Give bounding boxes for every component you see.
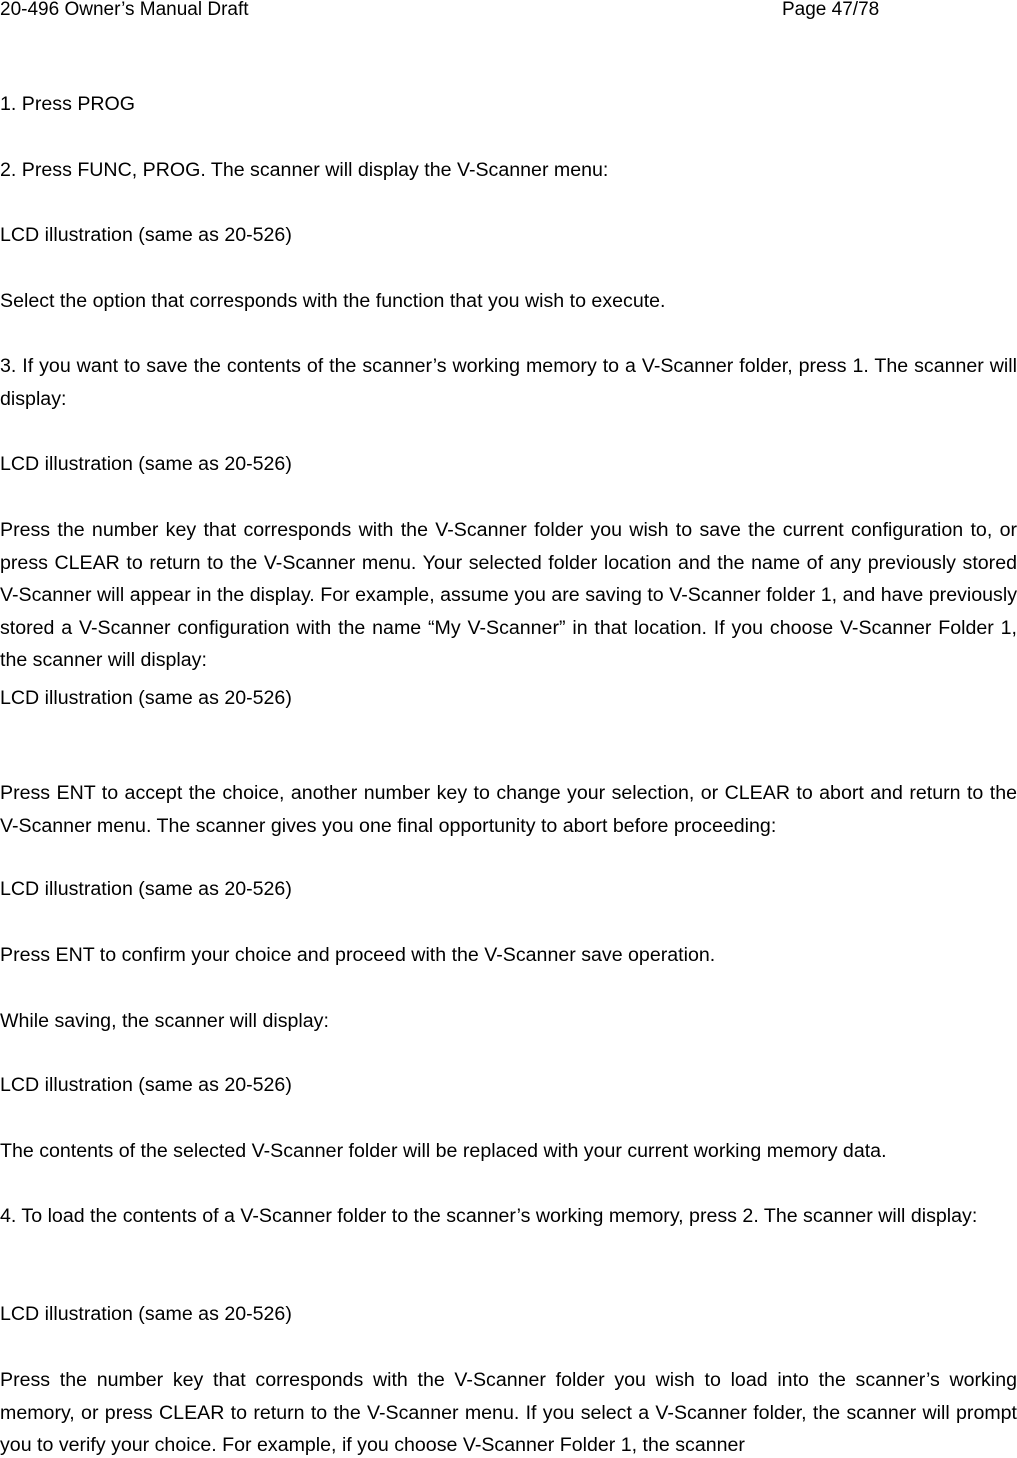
replaced-contents-paragraph: The contents of the selected V-Scanner folder will be replaced with your current working memory data. (0, 1140, 887, 1162)
load-folder-paragraph: Press the number key that corresponds with the V-Scanner folder you wish to load into the scanner’s working memory, or press CLEAR to return to the V-Scanner menu. If you select a V-Scanner folder, the scanner will prompt you to verify your choice. For example, if you choose V-Scanner Folder 1, the scanner (0, 1369, 1017, 1456)
confirm-save-paragraph: Press ENT to confirm your choice and proceed with the V-Scanner save operation. (0, 944, 716, 966)
lcd-illustration-note: LCD illustration (same as 20-526) (0, 878, 292, 900)
lcd-illustration-note: LCD illustration (same as 20-526) (0, 224, 292, 246)
step-3-paragraph: 3. If you want to save the contents of the scanner’s working memory to a V-Scanner folder, press 1. The scanner will display: (0, 355, 1017, 410)
lcd-illustration-note: LCD illustration (same as 20-526) (0, 687, 292, 709)
header-title: 20-496 Owner’s Manual Draft (0, 0, 249, 20)
accept-choice-paragraph: Press ENT to accept the choice, another number key to change your selection, or CLEAR to abort and return to the V-Scanner menu. The scanner gives you one final opportunity to abort before proceeding: (0, 782, 1017, 837)
save-folder-paragraph: Press the number key that corresponds with the V-Scanner folder you wish to save the current configuration to, or press CLEAR to return to the V-Scanner menu. Your selected folder location and the name of any previously stored V-Scanner will appear in the display. For example, assume you are saving to V-Scanner folder 1, and have previously stored a V-Scanner configuration with the name “My V-Scanner” in that location. If you choose V-Scanner Folder 1, the scanner will display: (0, 519, 1017, 671)
step-2-paragraph: 2. Press FUNC, PROG. The scanner will display the V-Scanner menu: (0, 159, 609, 181)
lcd-illustration-note: LCD illustration (same as 20-526) (0, 1303, 292, 1325)
while-saving-paragraph: While saving, the scanner will display: (0, 1010, 329, 1032)
lcd-illustration-note: LCD illustration (same as 20-526) (0, 1074, 292, 1096)
select-option-paragraph: Select the option that corresponds with the function that you wish to execute. (0, 290, 666, 312)
step-1-paragraph: 1. Press PROG (0, 93, 136, 115)
step-4-paragraph: 4. To load the contents of a V-Scanner folder to the scanner’s working memory, press 2. The scanner will display: (0, 1205, 978, 1227)
lcd-illustration-note: LCD illustration (same as 20-526) (0, 453, 292, 475)
header-page-number: Page 47/78 (782, 0, 880, 20)
